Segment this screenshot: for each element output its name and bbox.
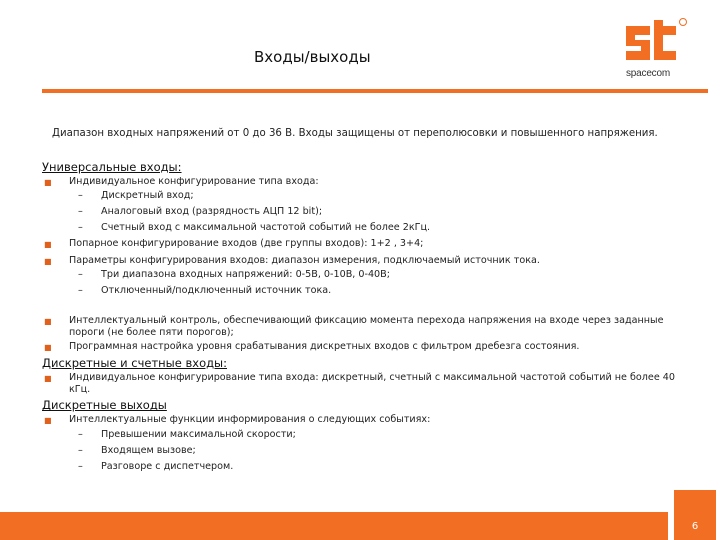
bullet-square-icon: ■: [44, 373, 52, 383]
heading-discrete-outputs: Дискретные выходы: [42, 398, 167, 413]
sub-item: – Аналоговый вход (разрядность АЦП 12 bit);: [78, 206, 323, 218]
sub-item: – Отключенный/подключенный источник тока.: [78, 284, 332, 296]
heading-universal-inputs: Универсальные входы:: [42, 160, 182, 174]
heading-discrete-counting-inputs: Дискретные и счетные входы:: [42, 355, 228, 370]
bullet-square-icon: ■: [44, 240, 52, 250]
sub-item: – Превышении максимальной скорости;: [78, 428, 296, 440]
bullet-item: ■ Индивидуальное конфигурирование типа входа:: [42, 176, 682, 188]
bullet-item: ■ Интеллектуальный контроль, обеспечивающий фиксацию момента перехода напряжения на входе через заданные пороги (не более пяти порогов);: [44, 314, 664, 339]
bullet-square-icon: ■: [44, 256, 52, 266]
bullet-item: ■ Попарное конфигурирование входов (две группы входов): 1+2 , 3+4;: [42, 238, 682, 250]
sub-item: – Три диапазона входных напряжений: 0-5В, 0-10В, 0-40В;: [78, 268, 390, 280]
bullet-item: ■ Индивидуальное конфигурирование типа входа: дискретный, счетный с максимальной частотой событий не более 40 кГц.: [44, 371, 675, 396]
footer-bar: [0, 512, 668, 540]
page-number: 6: [691, 521, 699, 532]
page-number-box: [674, 490, 716, 540]
bullet-square-icon: ■: [44, 416, 52, 426]
sub-item: – Разговоре с диспетчером.: [78, 460, 234, 472]
bullet-square-icon: ■: [44, 178, 52, 187]
bullet-item: ■ Программная настройка уровня срабатывания дискретных входов с фильтром дребезга состояния.: [42, 341, 682, 353]
slide-body: [42, 160, 682, 475]
header-divider: [42, 89, 708, 93]
bullet-square-icon: ■: [44, 316, 52, 326]
sub-item: – Входящем вызове;: [78, 444, 196, 456]
intro-text: Диапазон входных напряжений от 0 до 36 В. Входы защищены от переполюсовки и повышенного напряжения.: [52, 128, 658, 139]
sub-item: – Счетный вход с максимальной частотой событий не более 2кГц.: [78, 222, 431, 234]
bullet-item: ■ Параметры конфигурирования входов: диапазон измерения, подключаемый источник тока.: [42, 255, 682, 267]
sub-item: – Дискретный вход;: [78, 190, 194, 202]
logo-text: spacecom: [626, 68, 670, 79]
bullet-square-icon: ■: [44, 343, 52, 353]
slide-title: Входы/выходы: [254, 48, 371, 66]
bullet-item: ■ Интеллектуальные функции информирования о следующих событиях:: [42, 414, 682, 426]
